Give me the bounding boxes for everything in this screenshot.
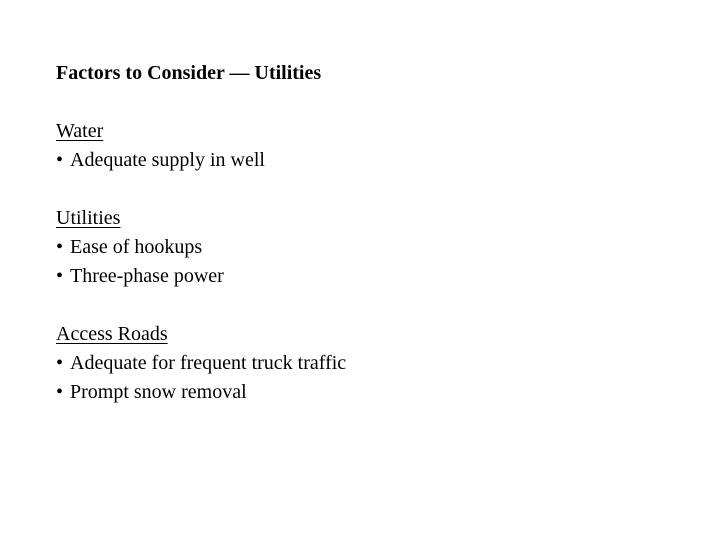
bullet-icon: • bbox=[56, 381, 64, 403]
bullet-icon: • bbox=[56, 352, 64, 374]
slide-content bbox=[56, 59, 700, 407]
section-utilities bbox=[56, 204, 700, 291]
section-heading: Access Roads bbox=[56, 323, 168, 345]
list-item-text: Adequate supply in well bbox=[70, 149, 265, 171]
section-heading: Utilities bbox=[56, 207, 121, 229]
bullet-list bbox=[56, 146, 700, 175]
bullet-icon: • bbox=[56, 149, 64, 171]
list-item-text: Three-phase power bbox=[70, 265, 224, 287]
page-title: Factors to Consider — Utilities bbox=[56, 62, 322, 84]
bullet-icon: • bbox=[56, 265, 64, 287]
list-item-text: Adequate for frequent truck traffic bbox=[70, 352, 347, 374]
bullet-icon: • bbox=[56, 236, 64, 258]
list-item bbox=[56, 146, 700, 175]
list-item bbox=[56, 233, 700, 262]
section-water bbox=[56, 117, 700, 175]
list-item-text: Prompt snow removal bbox=[70, 381, 247, 403]
section-heading: Water bbox=[56, 120, 104, 142]
bullet-list bbox=[56, 233, 700, 291]
section-access-roads bbox=[56, 320, 700, 407]
list-item-text: Ease of hookups bbox=[70, 236, 203, 258]
list-item bbox=[56, 349, 700, 378]
bullet-list bbox=[56, 349, 700, 407]
list-item bbox=[56, 378, 700, 407]
list-item bbox=[56, 262, 700, 291]
